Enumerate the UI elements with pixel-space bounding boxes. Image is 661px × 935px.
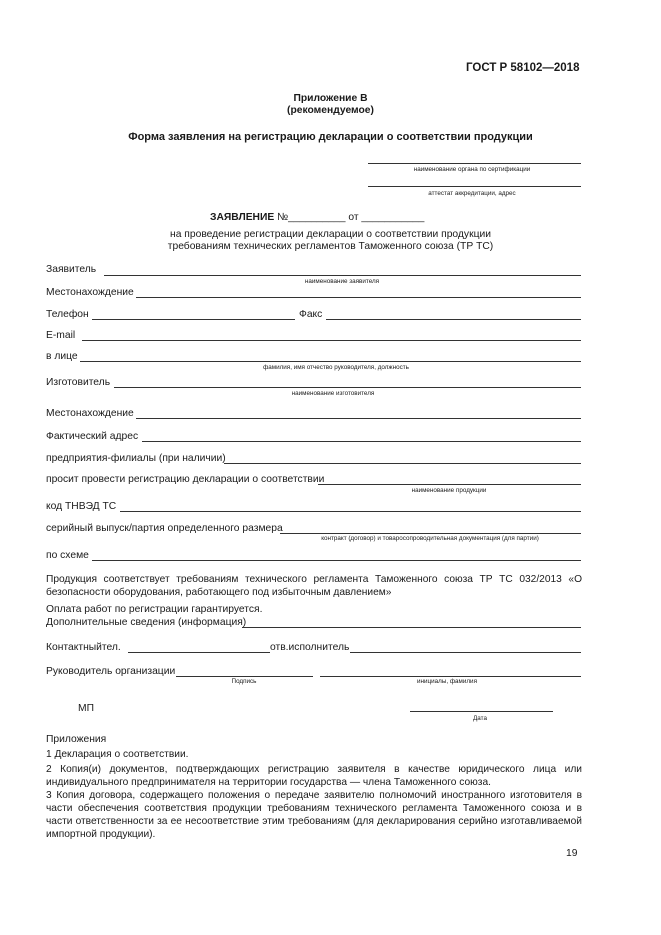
phone-label: Телефон	[46, 309, 89, 320]
head-label: Руководитель организации	[46, 666, 176, 677]
location2-line[interactable]	[136, 418, 581, 419]
request-label: просит провести регистрацию декларации о соответствии	[46, 474, 325, 485]
form-title: Форма заявления на регистрацию декларации о соответствии продукции	[128, 131, 533, 143]
stamp-label: МП	[78, 703, 94, 714]
appendix-title: Приложение В	[293, 93, 368, 104]
location2-label: Местонахождение	[46, 408, 134, 419]
person-label: в лице	[46, 351, 78, 362]
product-caption: наименование продукции	[411, 487, 487, 494]
signature-line[interactable]	[176, 676, 313, 677]
appendix-note: (рекомендуемое)	[287, 105, 374, 116]
applicant-line[interactable]	[104, 275, 581, 276]
statement-number-date: №__________ от ___________	[277, 212, 425, 223]
page-number: 19	[566, 848, 578, 859]
person-caption: фамилия, имя отчество руководителя, должность	[263, 364, 409, 371]
date-line[interactable]	[410, 711, 553, 712]
signature-caption: Подпись	[231, 678, 257, 685]
product-line[interactable]	[318, 484, 581, 485]
standard-number: ГОСТ Р 58102—2018	[466, 62, 580, 74]
location-label: Местонахождение	[46, 287, 134, 298]
statement-line2: требованиям технических регламентов Таможенного союза (ТР ТС)	[167, 241, 494, 252]
attachment-item-1: 1 Декларация о соответствии.	[46, 749, 189, 760]
accreditation-line	[368, 186, 581, 187]
serial-caption: контракт (договор) и товаросопроводительная документация (для партии)	[321, 535, 539, 542]
additional-label: Дополнительные сведения (информация)	[46, 617, 247, 628]
statement-line1: на проведение регистрации декларации о соответствии продукции	[170, 229, 491, 240]
certification-body-caption: наименование органа по сертификации	[413, 166, 531, 173]
actual-address-label: Фактический адрес	[46, 431, 139, 442]
applicant-caption: наименование заявителя	[304, 278, 380, 285]
location-line[interactable]	[136, 297, 581, 298]
payment-text: Оплата работ по регистрации гарантируется.	[46, 604, 263, 615]
fax-label: Факс	[299, 309, 323, 320]
email-label: E-mail	[46, 330, 76, 341]
additional-line[interactable]	[242, 627, 581, 628]
attachments-title: Приложения	[46, 734, 107, 745]
attachment-item-3: 3 Копия договора, содержащего положения о передаче заявителю полномочий иностранного изготовителя в части обеспечения соответствия продукции требованиям технического регламента Таможенного союза и в части ответственности за ее несоответствие этим требованиям (для декларирования серийно изготавливаемой импортной продукции).	[46, 790, 582, 840]
email-line[interactable]	[82, 340, 581, 341]
person-line[interactable]	[80, 361, 581, 362]
statement-heading	[210, 212, 424, 223]
phone-line[interactable]	[92, 319, 295, 320]
manufacturer-label: Изготовитель	[46, 377, 111, 388]
statement-label: ЗАЯВЛЕНИЕ	[210, 212, 275, 223]
initials-line[interactable]	[320, 676, 581, 677]
conformity-text: Продукция соответствует требованиям технического регламента Таможенного союза ТР ТС 032/2013 «О безопасности оборудования, работающего под избыточным давлением»	[46, 574, 582, 598]
manufacturer-caption: наименование изготовителя	[291, 390, 375, 397]
contact-phone-label: Контактныйтел.	[46, 642, 121, 653]
serial-line[interactable]	[280, 533, 581, 534]
actual-address-line[interactable]	[142, 441, 581, 442]
serial-label: серийный выпуск/партия определенного размера	[46, 523, 283, 534]
attachment-item-2: 2 Копия(и) документов, подтверждающих регистрацию заявителя в качестве юридического лица или индивидуального предпринимателя на территории государства — члена Таможенного союза.	[46, 764, 582, 788]
manufacturer-line[interactable]	[114, 387, 581, 388]
fax-line[interactable]	[326, 319, 581, 320]
contact-phone-line[interactable]	[128, 652, 270, 653]
tnved-line[interactable]	[120, 511, 581, 512]
applicant-label: Заявитель	[46, 264, 97, 275]
tnved-label: код ТНВЭД ТС	[46, 501, 117, 512]
accreditation-caption: аттестат аккредитации, адрес	[428, 190, 516, 197]
date-caption: Дата	[473, 715, 487, 722]
executor-label: отв.исполнитель	[270, 642, 350, 653]
branches-line[interactable]	[224, 463, 581, 464]
initials-caption: инициалы, фамилия	[417, 678, 477, 685]
scheme-label: по схеме	[46, 550, 89, 561]
certification-body-line	[368, 163, 581, 164]
scheme-line[interactable]	[92, 560, 581, 561]
branches-label: предприятия-филиалы (при наличии)	[46, 453, 226, 464]
executor-line[interactable]	[350, 652, 581, 653]
